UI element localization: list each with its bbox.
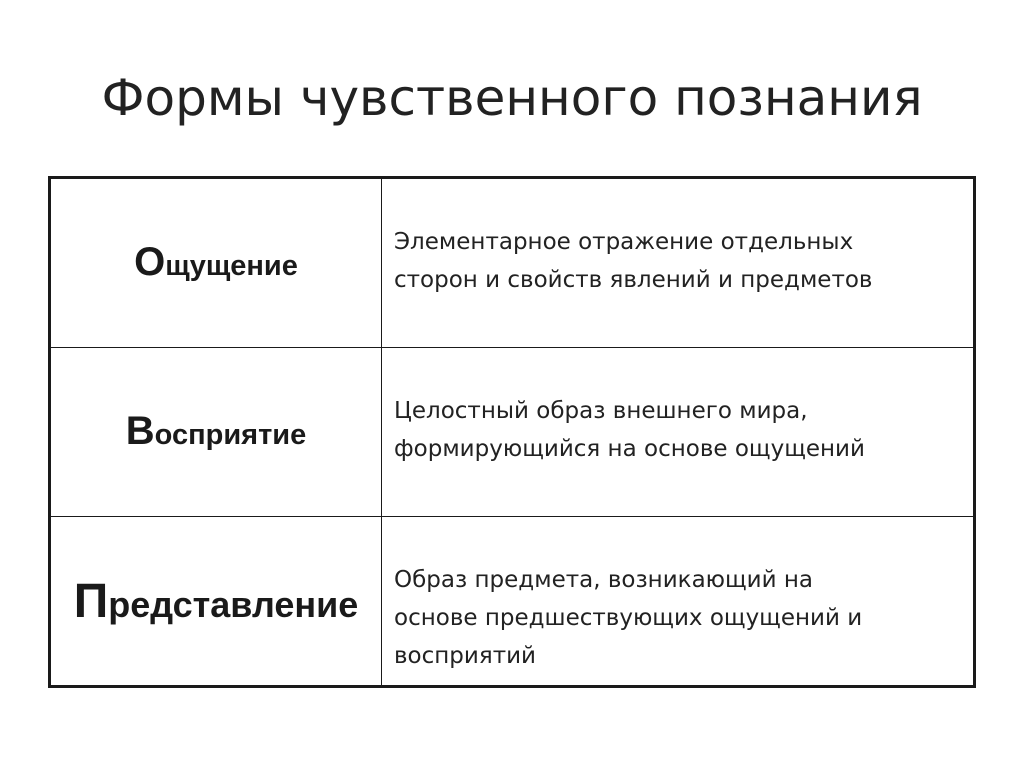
description-cell xyxy=(382,347,975,517)
description-line: восприятий xyxy=(394,643,536,670)
term-cell xyxy=(50,517,382,687)
slide-title: Формы чувственного познания xyxy=(101,69,923,127)
table-row-representation xyxy=(50,517,975,687)
forms-table xyxy=(48,176,976,688)
description-line: сторон и свойств явлений и предметов xyxy=(394,267,873,293)
description-cell xyxy=(382,178,975,348)
term-cell xyxy=(50,178,382,348)
description-line: Элементарное отражение отдельных xyxy=(394,229,854,255)
term-cell xyxy=(50,347,382,517)
term-rest: редставление xyxy=(108,583,359,625)
term-initial: П xyxy=(73,574,109,628)
description-line: формирующийся на основе ощущений xyxy=(394,435,865,462)
description-line: основе предшествующих ощущений и xyxy=(394,605,863,632)
table-row-sensation xyxy=(50,178,975,348)
description-line: Целостный образ внешнего мира, xyxy=(394,397,808,424)
term-rest: щущение xyxy=(165,250,298,283)
description-cell xyxy=(382,517,975,687)
table-row-perception xyxy=(50,347,975,517)
description-line: Образ предмета, возникающий на xyxy=(394,567,814,594)
term-initial: В xyxy=(125,409,155,454)
term-initial: О xyxy=(134,240,166,285)
term-rest: осприятие xyxy=(154,419,307,452)
